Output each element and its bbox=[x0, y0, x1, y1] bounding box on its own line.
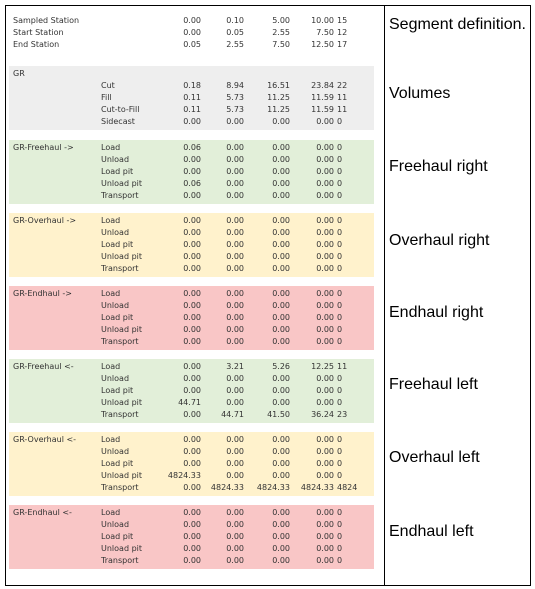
section-gr-endhaul bbox=[9, 286, 374, 350]
cell-value: 0.00 bbox=[272, 544, 290, 553]
cell-value: 0.00 bbox=[183, 556, 201, 565]
cell-value: 0 bbox=[337, 398, 343, 407]
caption-volumes: Volumes bbox=[389, 85, 451, 102]
cell-value: 0.00 bbox=[183, 264, 201, 273]
cell-value: 0 bbox=[337, 191, 343, 200]
cell-value: 0 bbox=[337, 459, 343, 468]
row-label: Unload pit bbox=[101, 325, 143, 334]
row-label: Unload pit bbox=[101, 471, 143, 480]
cell-value: 0.00 bbox=[272, 532, 290, 541]
cell-value: 0.00 bbox=[226, 228, 244, 237]
table-row bbox=[9, 373, 374, 385]
row-label: Sidecast bbox=[101, 117, 135, 126]
row-label: Load bbox=[101, 435, 121, 444]
cell-value: 0.00 bbox=[272, 167, 290, 176]
table-row bbox=[9, 215, 374, 227]
row-label: Load pit bbox=[101, 386, 134, 395]
cell-value: 0.00 bbox=[226, 289, 244, 298]
cell-value: 0.00 bbox=[316, 117, 334, 126]
table-row bbox=[9, 80, 374, 92]
cell-value: 0.05 bbox=[183, 40, 201, 49]
cell-value: 8.94 bbox=[226, 81, 244, 90]
cell-value: 0.00 bbox=[183, 289, 201, 298]
table-row bbox=[9, 92, 374, 104]
cell-value: 0.00 bbox=[316, 508, 334, 517]
column-divider bbox=[384, 6, 385, 585]
cell-value: 7.50 bbox=[316, 28, 334, 37]
cell-value: 0 bbox=[337, 325, 343, 334]
cell-value: 0.00 bbox=[183, 386, 201, 395]
cell-value: 0 bbox=[337, 520, 343, 529]
group-label: GR-Overhaul -> bbox=[13, 216, 77, 225]
cell-value: 0.00 bbox=[316, 435, 334, 444]
table-row bbox=[9, 531, 374, 543]
cell-value: 0.00 bbox=[183, 325, 201, 334]
group-label: GR-Endhaul <- bbox=[13, 508, 72, 517]
cell-value: 0.00 bbox=[272, 325, 290, 334]
table-row bbox=[9, 482, 374, 494]
cell-value: 0.00 bbox=[226, 179, 244, 188]
cell-value: 0.00 bbox=[226, 544, 244, 553]
table-row bbox=[9, 519, 374, 531]
table-row bbox=[9, 288, 374, 300]
cell-value: 11.25 bbox=[267, 105, 290, 114]
cell-value: 0.06 bbox=[183, 179, 201, 188]
table-row bbox=[9, 227, 374, 239]
cell-value: 4824.33 bbox=[167, 471, 201, 480]
cell-value: 0.00 bbox=[226, 191, 244, 200]
cell-value: 0.00 bbox=[272, 447, 290, 456]
row-label: Load pit bbox=[101, 313, 134, 322]
cell-value: 0.11 bbox=[183, 105, 201, 114]
table-row bbox=[9, 263, 374, 275]
row-label: Start Station bbox=[13, 28, 64, 37]
cell-value: 0.00 bbox=[316, 520, 334, 529]
cell-value: 11.59 bbox=[311, 93, 334, 102]
table-row bbox=[9, 446, 374, 458]
group-label: GR-Overhaul <- bbox=[13, 435, 77, 444]
cell-value: 22 bbox=[337, 81, 348, 90]
table-row bbox=[9, 470, 374, 482]
cell-value: 0.00 bbox=[272, 459, 290, 468]
row-label: Unload bbox=[101, 228, 130, 237]
row-label: Unload bbox=[101, 301, 130, 310]
cell-value: 44.71 bbox=[221, 410, 244, 419]
section-gr-freehaul bbox=[9, 359, 374, 423]
row-label: Cut bbox=[101, 81, 115, 90]
cell-value: 0.00 bbox=[183, 374, 201, 383]
table-row bbox=[9, 154, 374, 166]
cell-value: 0.00 bbox=[272, 435, 290, 444]
table-row bbox=[9, 543, 374, 555]
cell-value: 5.00 bbox=[272, 16, 290, 25]
header-row bbox=[9, 27, 374, 39]
table-row bbox=[9, 116, 374, 128]
cell-value: 0.00 bbox=[226, 325, 244, 334]
cell-value: 0.00 bbox=[272, 556, 290, 565]
row-label: Unload bbox=[101, 520, 130, 529]
row-label: Load bbox=[101, 362, 121, 371]
caption-endhaul-right: Endhaul right bbox=[389, 304, 484, 321]
cell-value: 0.00 bbox=[316, 447, 334, 456]
cell-value: 0.00 bbox=[226, 556, 244, 565]
cell-value: 12.25 bbox=[311, 362, 334, 371]
cell-value: 15 bbox=[337, 16, 348, 25]
table-row bbox=[9, 251, 374, 263]
cell-value: 0.00 bbox=[183, 459, 201, 468]
cell-value: 0 bbox=[337, 508, 343, 517]
cell-value: 0.06 bbox=[183, 143, 201, 152]
cell-value: 4824.33 bbox=[256, 483, 290, 492]
cell-value: 0.10 bbox=[226, 16, 244, 25]
table-screenshot bbox=[9, 11, 374, 573]
cell-value: 0.00 bbox=[272, 386, 290, 395]
cell-value: 0.00 bbox=[183, 544, 201, 553]
cell-value: 0.00 bbox=[226, 532, 244, 541]
cell-value: 0.00 bbox=[183, 16, 201, 25]
cell-value: 2.55 bbox=[272, 28, 290, 37]
table-row bbox=[9, 336, 374, 348]
cell-value: 11 bbox=[337, 93, 348, 102]
row-label: Load bbox=[101, 289, 121, 298]
cell-value: 5.26 bbox=[272, 362, 290, 371]
row-label: Transport bbox=[101, 337, 139, 346]
cell-value: 41.50 bbox=[267, 410, 290, 419]
table-row bbox=[9, 178, 374, 190]
cell-value: 0.00 bbox=[226, 143, 244, 152]
cell-value: 0.00 bbox=[272, 216, 290, 225]
cell-value: 0 bbox=[337, 252, 343, 261]
cell-value: 0.00 bbox=[226, 337, 244, 346]
section-gr bbox=[9, 66, 374, 130]
cell-value: 0.00 bbox=[183, 167, 201, 176]
cell-value: 0.00 bbox=[226, 374, 244, 383]
cell-value: 0 bbox=[337, 143, 343, 152]
cell-value: 0 bbox=[337, 301, 343, 310]
cell-value: 44.71 bbox=[178, 398, 201, 407]
cell-value: 0.00 bbox=[272, 179, 290, 188]
header-row bbox=[9, 15, 374, 27]
row-label: Load pit bbox=[101, 167, 134, 176]
cell-value: 0.00 bbox=[183, 117, 201, 126]
cell-value: 0.00 bbox=[226, 117, 244, 126]
table-row bbox=[9, 300, 374, 312]
cell-value: 0.00 bbox=[183, 216, 201, 225]
cell-value: 11 bbox=[337, 362, 348, 371]
table-row bbox=[9, 507, 374, 519]
table-row bbox=[9, 104, 374, 116]
cell-value: 0 bbox=[337, 289, 343, 298]
cell-value: 0 bbox=[337, 216, 343, 225]
table-row bbox=[9, 458, 374, 470]
cell-value: 0.00 bbox=[183, 313, 201, 322]
cell-value: 0.00 bbox=[183, 435, 201, 444]
cell-value: 0 bbox=[337, 167, 343, 176]
cell-value: 0 bbox=[337, 447, 343, 456]
segment-definition-block bbox=[9, 15, 374, 51]
row-label: Load bbox=[101, 143, 121, 152]
row-label: Unload bbox=[101, 447, 130, 456]
cell-value: 0.00 bbox=[272, 374, 290, 383]
section-gr-endhaul bbox=[9, 505, 374, 569]
row-label: Transport bbox=[101, 410, 139, 419]
table-row bbox=[9, 142, 374, 154]
row-label: Transport bbox=[101, 483, 139, 492]
cell-value: 0 bbox=[337, 532, 343, 541]
cell-value: 0.00 bbox=[183, 301, 201, 310]
cell-value: 0 bbox=[337, 313, 343, 322]
row-label: Unload pit bbox=[101, 179, 143, 188]
group-label: GR-Endhaul -> bbox=[13, 289, 72, 298]
cell-value: 0 bbox=[337, 155, 343, 164]
row-label: Transport bbox=[101, 191, 139, 200]
cell-value: 0.00 bbox=[316, 167, 334, 176]
table-row bbox=[9, 190, 374, 202]
section-gr-overhaul bbox=[9, 213, 374, 277]
cell-value: 0.00 bbox=[272, 228, 290, 237]
cell-value: 0.00 bbox=[183, 252, 201, 261]
table-row bbox=[9, 555, 374, 567]
cell-value: 0.18 bbox=[183, 81, 201, 90]
row-label: Unload bbox=[101, 374, 130, 383]
cell-value: 16.51 bbox=[267, 81, 290, 90]
row-label: Load pit bbox=[101, 459, 134, 468]
row-label: End Station bbox=[13, 40, 60, 49]
cell-value: 0.00 bbox=[272, 240, 290, 249]
cell-value: 0.00 bbox=[316, 398, 334, 407]
cell-value: 0.00 bbox=[316, 216, 334, 225]
cell-value: 4824.33 bbox=[210, 483, 244, 492]
cell-value: 0 bbox=[337, 337, 343, 346]
row-label: Cut-to-Fill bbox=[101, 105, 140, 114]
cell-value: 0.00 bbox=[272, 191, 290, 200]
cell-value: 0.11 bbox=[183, 93, 201, 102]
row-label: Load bbox=[101, 216, 121, 225]
cell-value: 12.50 bbox=[311, 40, 334, 49]
cell-value: 0.00 bbox=[316, 191, 334, 200]
cell-value: 0.00 bbox=[316, 374, 334, 383]
cell-value: 0.00 bbox=[226, 447, 244, 456]
cell-value: 0.00 bbox=[183, 508, 201, 517]
cell-value: 0.00 bbox=[316, 313, 334, 322]
cell-value: 0.00 bbox=[226, 508, 244, 517]
cell-value: 0.00 bbox=[272, 117, 290, 126]
row-label: Load pit bbox=[101, 532, 134, 541]
cell-value: 0.00 bbox=[183, 410, 201, 419]
cell-value: 0.00 bbox=[272, 337, 290, 346]
cell-value: 0.00 bbox=[183, 240, 201, 249]
cell-value: 0 bbox=[337, 386, 343, 395]
cell-value: 0.00 bbox=[316, 155, 334, 164]
cell-value: 0.00 bbox=[226, 264, 244, 273]
row-label: Transport bbox=[101, 264, 139, 273]
cell-value: 0 bbox=[337, 435, 343, 444]
cell-value: 0.00 bbox=[316, 289, 334, 298]
row-label: Load pit bbox=[101, 240, 134, 249]
caption-endhaul-left: Endhaul left bbox=[389, 523, 474, 540]
caption-overhaul-right: Overhaul right bbox=[389, 232, 490, 249]
row-label: Fill bbox=[101, 93, 112, 102]
cell-value: 0.00 bbox=[272, 289, 290, 298]
cell-value: 0.00 bbox=[226, 520, 244, 529]
cell-value: 0.00 bbox=[183, 532, 201, 541]
cell-value: 0.00 bbox=[183, 483, 201, 492]
cell-value: 0 bbox=[337, 240, 343, 249]
cell-value: 0.05 bbox=[226, 28, 244, 37]
cell-value: 23 bbox=[337, 410, 348, 419]
cell-value: 0.00 bbox=[183, 155, 201, 164]
cell-value: 0.00 bbox=[316, 556, 334, 565]
row-label: Unload pit bbox=[101, 398, 143, 407]
cell-value: 0.00 bbox=[183, 28, 201, 37]
cell-value: 0.00 bbox=[226, 313, 244, 322]
table-row bbox=[9, 361, 374, 373]
cell-value: 0.00 bbox=[272, 143, 290, 152]
cell-value: 0.00 bbox=[316, 471, 334, 480]
cell-value: 0 bbox=[337, 117, 343, 126]
cell-value: 0.00 bbox=[183, 337, 201, 346]
cell-value: 0.00 bbox=[183, 447, 201, 456]
table-row bbox=[9, 166, 374, 178]
table-row bbox=[9, 68, 374, 80]
cell-value: 0.00 bbox=[316, 264, 334, 273]
row-label: Unload bbox=[101, 155, 130, 164]
table-row bbox=[9, 312, 374, 324]
cell-value: 0.00 bbox=[316, 240, 334, 249]
row-label: Unload pit bbox=[101, 252, 143, 261]
cell-value: 0.00 bbox=[226, 471, 244, 480]
cell-value: 4824.33 bbox=[300, 483, 334, 492]
cell-value: 0.00 bbox=[226, 301, 244, 310]
cell-value: 0 bbox=[337, 556, 343, 565]
row-label: Unload pit bbox=[101, 544, 143, 553]
section-gr-overhaul bbox=[9, 432, 374, 496]
table-row bbox=[9, 397, 374, 409]
cell-value: 0.00 bbox=[226, 252, 244, 261]
cell-value: 0.00 bbox=[226, 167, 244, 176]
section-gr-freehaul bbox=[9, 140, 374, 204]
cell-value: 0.00 bbox=[183, 191, 201, 200]
cell-value: 11 bbox=[337, 105, 348, 114]
cell-value: 0.00 bbox=[272, 471, 290, 480]
cell-value: 0.00 bbox=[226, 216, 244, 225]
cell-value: 0.00 bbox=[316, 301, 334, 310]
cell-value: 0.00 bbox=[316, 337, 334, 346]
cell-value: 7.50 bbox=[272, 40, 290, 49]
cell-value: 5.73 bbox=[226, 93, 244, 102]
cell-value: 0.00 bbox=[316, 386, 334, 395]
cell-value: 0.00 bbox=[272, 508, 290, 517]
row-label: Sampled Station bbox=[13, 16, 80, 25]
cell-value: 0.00 bbox=[272, 398, 290, 407]
cell-value: 3.21 bbox=[226, 362, 244, 371]
cell-value: 0.00 bbox=[226, 459, 244, 468]
cell-value: 0.00 bbox=[272, 155, 290, 164]
cell-value: 0 bbox=[337, 179, 343, 188]
cell-value: 4824 bbox=[337, 483, 358, 492]
cell-value: 0.00 bbox=[316, 143, 334, 152]
cell-value: 0 bbox=[337, 374, 343, 383]
cell-value: 17 bbox=[337, 40, 348, 49]
cell-value: 10.00 bbox=[311, 16, 334, 25]
row-label: Load bbox=[101, 508, 121, 517]
cell-value: 0.00 bbox=[272, 313, 290, 322]
caption-freehaul-right: Freehaul right bbox=[389, 158, 488, 175]
cell-value: 23.84 bbox=[311, 81, 334, 90]
cell-value: 0.00 bbox=[316, 459, 334, 468]
cell-value: 0 bbox=[337, 544, 343, 553]
row-label: Transport bbox=[101, 556, 139, 565]
table-row bbox=[9, 434, 374, 446]
header-row bbox=[9, 39, 374, 51]
cell-value: 12 bbox=[337, 28, 348, 37]
cell-value: 0.00 bbox=[226, 155, 244, 164]
cell-value: 0.00 bbox=[226, 386, 244, 395]
group-label: GR-Freehaul <- bbox=[13, 362, 74, 371]
table-row bbox=[9, 409, 374, 421]
cell-value: 0.00 bbox=[226, 398, 244, 407]
cell-value: 0.00 bbox=[316, 325, 334, 334]
cell-value: 0.00 bbox=[183, 362, 201, 371]
cell-value: 0.00 bbox=[316, 228, 334, 237]
cell-value: 0.00 bbox=[316, 252, 334, 261]
cell-value: 0.00 bbox=[272, 520, 290, 529]
cell-value: 0.00 bbox=[272, 252, 290, 261]
caption-segment-definition: Segment definition. bbox=[389, 16, 526, 33]
table-row bbox=[9, 385, 374, 397]
cell-value: 0.00 bbox=[316, 532, 334, 541]
table-row bbox=[9, 239, 374, 251]
table-row bbox=[9, 324, 374, 336]
cell-value: 5.73 bbox=[226, 105, 244, 114]
group-label: GR bbox=[13, 69, 25, 78]
cell-value: 36.24 bbox=[311, 410, 334, 419]
cell-value: 0.00 bbox=[272, 264, 290, 273]
cell-value: 2.55 bbox=[226, 40, 244, 49]
cell-value: 0.00 bbox=[272, 301, 290, 310]
cell-value: 0.00 bbox=[183, 228, 201, 237]
cell-value: 0.00 bbox=[226, 240, 244, 249]
caption-overhaul-left: Overhaul left bbox=[389, 449, 480, 466]
cell-value: 0 bbox=[337, 264, 343, 273]
cell-value: 0 bbox=[337, 228, 343, 237]
caption-freehaul-left: Freehaul left bbox=[389, 376, 478, 393]
cell-value: 0.00 bbox=[183, 520, 201, 529]
group-label: GR-Freehaul -> bbox=[13, 143, 74, 152]
cell-value: 0.00 bbox=[316, 179, 334, 188]
cell-value: 11.59 bbox=[311, 105, 334, 114]
cell-value: 0 bbox=[337, 471, 343, 480]
cell-value: 0.00 bbox=[316, 544, 334, 553]
cell-value: 11.25 bbox=[267, 93, 290, 102]
cell-value: 0.00 bbox=[226, 435, 244, 444]
